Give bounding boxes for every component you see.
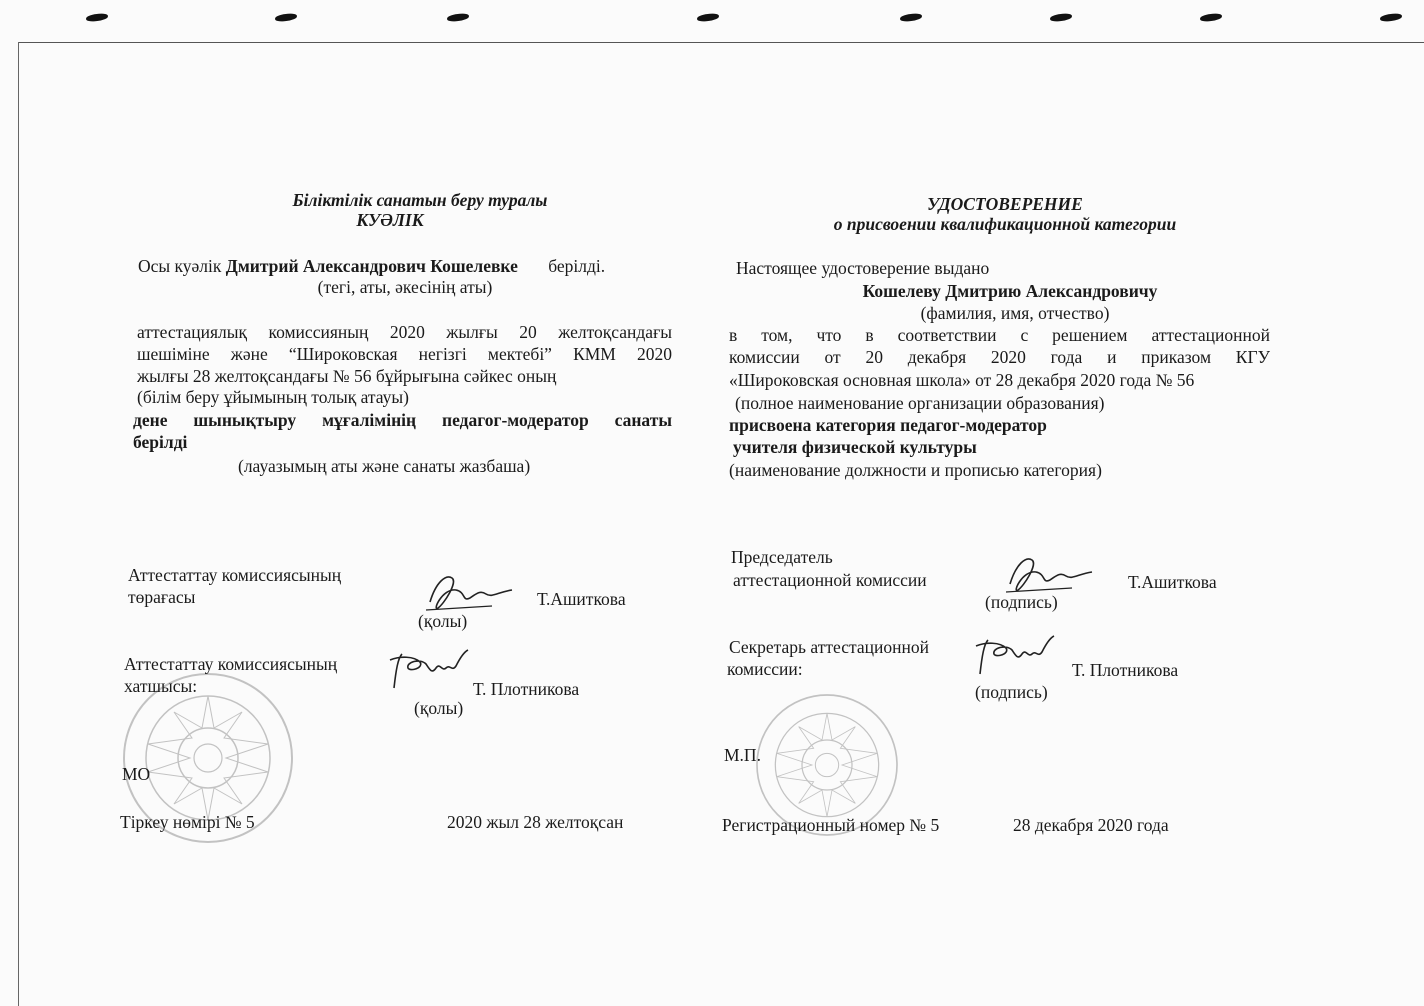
right-secretary-name: Т. Плотникова xyxy=(1072,660,1179,680)
right-chair-sign-caption: (подпись) xyxy=(985,592,1058,612)
scan-artifact xyxy=(697,13,720,22)
left-body-line1: аттестациялық комиссияның 2020 жылғы 20 желтоқсандағы xyxy=(137,322,672,342)
left-issued-suffix: берілді. xyxy=(548,256,606,276)
page-border-left xyxy=(18,42,19,1006)
left-issued-prefix: Осы куәлік xyxy=(138,256,222,276)
scan-artifact xyxy=(447,13,470,22)
left-issued-line xyxy=(138,256,605,277)
page-border-top xyxy=(18,42,1424,43)
left-body-line2: шешіміне және “Широковская негізгі мектебі” КММ 2020 xyxy=(137,344,672,364)
scan-artifact xyxy=(1050,13,1073,22)
right-name-caption: (фамилия, имя, отчество) xyxy=(920,303,1110,323)
right-category-line1: присвоена категория педагог-модератор xyxy=(729,415,1047,435)
right-heading-line1: УДОСТОВЕРЕНИЕ xyxy=(927,194,1083,214)
right-secretary-label-line2: комиссии: xyxy=(727,659,803,679)
right-heading-line2: о присвоении квалификационной категории xyxy=(833,214,1177,234)
left-reg-date: 2020 жыл 28 желтоқсан xyxy=(447,812,624,832)
left-name-caption: (тегі, аты, әкесінің аты) xyxy=(317,277,493,297)
left-category-line2: берілді xyxy=(133,432,188,452)
right-secretary-signature xyxy=(966,632,1066,682)
left-secretary-label-line2: хатшысы: xyxy=(124,676,198,696)
right-org-caption: (полное наименование организации образования) xyxy=(735,393,1105,413)
right-secretary-sign-caption: (подпись) xyxy=(975,682,1048,702)
left-secretary-label-line1: Аттестаттау комиссиясының xyxy=(124,654,338,674)
left-heading-line1: Біліктілік санатын беру туралы xyxy=(292,190,548,210)
right-body-line2: комиссии от 20 декабря 2020 года и приказом КГУ xyxy=(729,347,1270,367)
right-body-line1: в том, что в соответствии с решением аттестационной xyxy=(729,325,1270,345)
right-issued-line: Настоящее удостоверение выдано xyxy=(736,258,990,278)
left-chair-label-line1: Аттестаттау комиссиясының xyxy=(128,565,342,585)
right-chair-label-line1: Председатель xyxy=(731,547,833,567)
right-chair-name: Т.Ашиткова xyxy=(1128,572,1217,592)
scan-artifact xyxy=(1200,13,1223,22)
left-issued-name: Дмитрий Александрович Кошелевке xyxy=(225,256,518,276)
left-chair-signature xyxy=(422,568,522,616)
left-heading-line2: КУӘЛІК xyxy=(356,210,424,230)
left-seal-label: МО xyxy=(122,764,151,784)
left-secretary-signature xyxy=(380,646,480,696)
right-secretary-label-line1: Секретарь аттестационной xyxy=(729,637,929,657)
right-category-caption: (наименование должности и прописью категория) xyxy=(729,460,1102,480)
right-seal-label: М.П. xyxy=(724,745,761,765)
left-chair-sign-caption: (қолы) xyxy=(418,611,468,631)
left-body-line3: жылғы 28 желтоқсандағы № 56 бұйрығына сәйкес оның xyxy=(137,366,557,386)
right-chair-signature xyxy=(1002,550,1102,598)
right-issued-name: Кошелеву Дмитрию Александровичу xyxy=(862,281,1158,301)
left-chair-name: Т.Ашиткова xyxy=(537,589,626,609)
left-category-line1: дене шынықтыру мұғалімінің педагог-модератор санаты xyxy=(133,410,672,430)
left-org-caption: (білім беру ұйымының толық атауы) xyxy=(137,387,409,407)
left-chair-label-line2: төрағасы xyxy=(128,587,196,607)
right-reg-date: 28 декабря 2020 года xyxy=(1013,815,1169,835)
scan-artifact xyxy=(1380,13,1403,22)
right-chair-label-line2: аттестационной комиссии xyxy=(733,570,927,590)
left-secretary-name: Т. Плотникова xyxy=(473,679,580,699)
left-category-caption: (лауазымың аты және санаты жазбаша) xyxy=(238,456,531,476)
scan-artifact xyxy=(900,13,923,22)
scan-artifact xyxy=(86,13,109,22)
right-reg-number: Регистрационный номер № 5 xyxy=(722,815,940,835)
left-secretary-sign-caption: (қолы) xyxy=(414,698,464,718)
left-reg-number: Тіркеу нөмірі № 5 xyxy=(120,812,255,832)
scan-artifact xyxy=(275,13,298,22)
right-category-line2: учителя физической культуры xyxy=(733,437,977,457)
right-body-line3: «Широковская основная школа» от 28 декабря 2020 года № 56 xyxy=(729,370,1195,390)
